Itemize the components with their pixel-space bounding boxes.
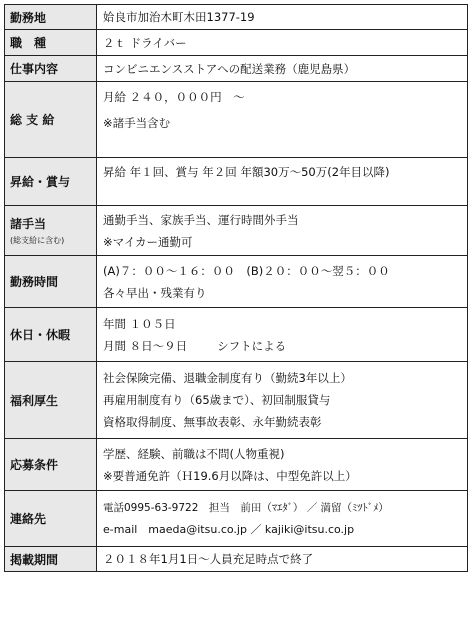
shift-note: シフトによる xyxy=(217,338,287,353)
benefits-line-3: 資格取得制度、無事故表彰、永年勤続表彰 xyxy=(103,415,322,429)
label-total-pay: 総 支 給 xyxy=(5,82,97,158)
job-posting-sheet xyxy=(4,4,468,572)
job-description-text: コンビニエンスストアへの配送業務（鹿児島県） xyxy=(103,61,356,76)
value-raise-bonus xyxy=(97,158,468,206)
label-benefits: 福利厚生 xyxy=(5,362,97,439)
row-total-pay xyxy=(5,82,468,158)
row-raise-bonus xyxy=(5,158,468,206)
label-holidays: 休日・休暇 xyxy=(5,308,97,362)
row-working-hours xyxy=(5,256,468,308)
row-posting-period xyxy=(5,547,468,572)
value-working-hours xyxy=(97,256,468,308)
shift-times: (A)７：００～１６：００ (B)２０：００～翌５：００ xyxy=(103,263,390,278)
contact-phone: 電話0995-63-9722 担当 前田（ﾏｴﾀﾞ） ／ 満留（ﾐﾂﾄﾞﾒ） xyxy=(103,501,389,514)
monthly-salary: 月給 ２４０，０００円 ～ xyxy=(103,90,245,104)
requirements-line-1: 学歴、経験、前職は不問(人物重視) xyxy=(103,446,285,461)
posting-period-text: ２０１８年1月1日～人員充足時点で終了 xyxy=(103,552,314,566)
allowances-list: 通勤手当、家族手当、運行時間外手当 xyxy=(103,212,299,227)
row-job-description xyxy=(5,56,468,82)
work-location-address: 姶良市加治木町木田1377-19 xyxy=(103,10,255,24)
row-allowances xyxy=(5,206,468,256)
job-details-table xyxy=(4,4,468,572)
label-job-description: 仕事内容 xyxy=(5,56,97,82)
monthly-holidays: 月間 ８日～９日 xyxy=(103,338,188,353)
value-allowances xyxy=(97,206,468,256)
label-contact: 連絡先 xyxy=(5,491,97,547)
row-job-type xyxy=(5,30,468,56)
salary-note: ※諸手当含む xyxy=(103,116,171,130)
value-job-description xyxy=(97,56,468,82)
label-job-type: 職 種 xyxy=(5,30,97,56)
job-type-text: ２ｔ ドライバー xyxy=(103,35,187,50)
row-holidays xyxy=(5,308,468,362)
requirements-line-2: ※要普通免許（Ｈ19.6月以降は、中型免許以上） xyxy=(103,468,357,483)
label-requirements: 応募条件 xyxy=(5,439,97,491)
raise-bonus-text: 昇給 年１回、賞与 年２回 年額30万～50万(2年目以降) xyxy=(103,165,390,179)
row-requirements xyxy=(5,439,468,491)
value-benefits xyxy=(97,362,468,439)
benefits-line-2: 再雇用制度有り（65歳まで）、初回制服貸与 xyxy=(103,393,331,407)
contact-email: e-mail maeda@itsu.co.jp ／ kajiki@itsu.co.jp xyxy=(103,522,355,536)
overtime-note: 各々早出・残業有り xyxy=(103,285,207,300)
label-work-location: 勤務地 xyxy=(5,5,97,30)
value-requirements xyxy=(97,439,468,491)
label-raise-bonus: 昇給・賞与 xyxy=(5,158,97,206)
benefits-line-1: 社会保険完備、退職金制度有り（勤続3年以上） xyxy=(103,371,352,385)
value-total-pay xyxy=(97,82,468,158)
row-work-location xyxy=(5,5,468,30)
annual-holidays: 年間 １０５日 xyxy=(103,316,176,331)
value-holidays xyxy=(97,308,468,362)
row-contact xyxy=(5,491,468,547)
value-posting-period xyxy=(97,547,468,572)
car-commute-note: ※マイカー通勤可 xyxy=(103,234,193,249)
allowances-subtitle: (総支給に含む) xyxy=(10,236,65,245)
monthly-holidays-line xyxy=(103,335,467,357)
value-job-type xyxy=(97,30,468,56)
allowances-title: 諸手当 xyxy=(10,217,47,231)
value-contact xyxy=(97,491,468,547)
value-work-location xyxy=(97,5,468,30)
label-allowances xyxy=(5,206,97,256)
label-working-hours: 勤務時間 xyxy=(5,256,97,308)
row-benefits xyxy=(5,362,468,439)
label-posting-period: 掲載期間 xyxy=(5,547,97,572)
